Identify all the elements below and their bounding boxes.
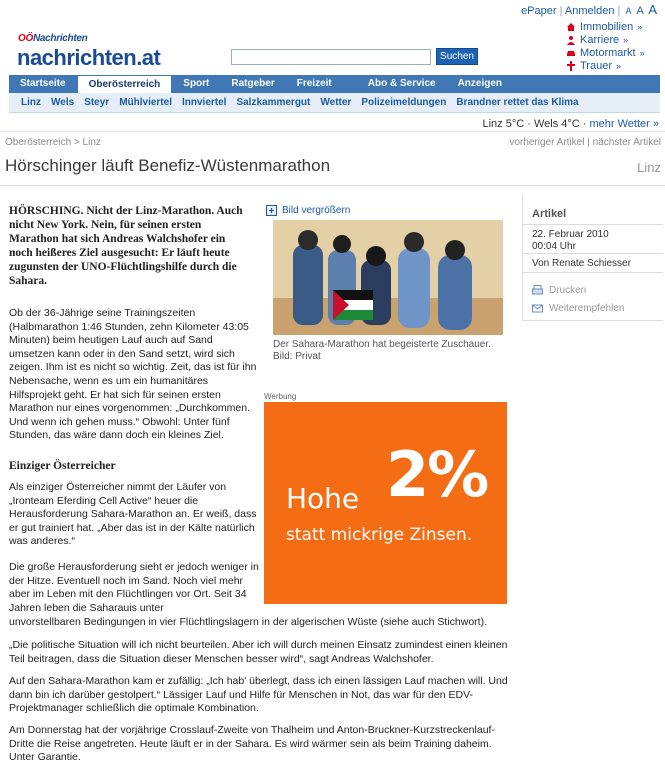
- search-button[interactable]: Suchen: [436, 48, 478, 65]
- article-subheading: Einziger Österreicher: [9, 460, 116, 472]
- article-lead: HÖRSCHING. Nicht der Linz-Marathon. Auch nicht New York. Nein, für seinen ersten Marathon hat sich Andreas Walchshofer ein noch heißeres Ziel ausgesucht: Er läuft heute zugunsten der UNO-Flüchtlingshilfe durch die Sahara.: [9, 205, 243, 287]
- top-utility-bar: [521, 2, 657, 17]
- login-link[interactable]: Anmelden: [564, 5, 615, 17]
- subnav-brandner[interactable]: Brandner rettet das Klima: [456, 97, 579, 108]
- article-paragraph: Auf den Sahara-Marathon kam er zufällig: „Ich hab' überlegt, dass ich einen lässigen Lauf machen will. Und dann bin ich darüber gestolpert.“ Lässiger Lauf und Hilfe für Menschen in Not, das war für den EDV-Projektmanager schließlich die optimale Kombination.: [9, 675, 508, 715]
- primary-nav: [9, 75, 660, 93]
- divider: [523, 253, 663, 254]
- print-button[interactable]: Drucken: [532, 285, 586, 296]
- recommend-button[interactable]: Weiterempfehlen: [532, 303, 624, 314]
- article-date: 22. Februar 2010 00:04 Uhr: [532, 229, 609, 252]
- quicklink-immobilien[interactable]: Immobilien »: [566, 20, 645, 33]
- house-icon: [566, 22, 576, 32]
- quicklink-trauer[interactable]: Trauer »: [566, 59, 645, 72]
- divider: [0, 131, 665, 132]
- breadcrumb-parent[interactable]: Oberösterreich: [5, 137, 72, 148]
- page-title: Hörschinger läuft Benefiz-Wüstenmarathon: [5, 156, 331, 175]
- ad-label: Werbung: [264, 392, 297, 401]
- subnav-polizeimeldungen[interactable]: Polizeimeldungen: [361, 97, 447, 108]
- article-photo[interactable]: [273, 220, 503, 335]
- next-article-link[interactable]: nächster Artikel: [592, 137, 661, 148]
- mail-icon: [532, 303, 543, 314]
- article-sidebar: [522, 196, 662, 321]
- printer-icon: [532, 285, 543, 296]
- enlarge-image-link[interactable]: Bild vergrößern: [266, 205, 350, 216]
- nav-anzeigen[interactable]: Anzeigen: [457, 78, 503, 89]
- search-input[interactable]: [231, 49, 431, 65]
- epaper-link[interactable]: ePaper: [521, 5, 557, 17]
- ad-subline: statt mickrige Zinsen.: [286, 525, 473, 545]
- article-paragraph: Als einziger Österreicher nimmt der Läufer von „Ironteam Eferding Cell Active“ heuer die Herausforderung Sahara-Marathon an. Er weiß, dass er gut trainiert hat. „Aber das ist in der Kälte natürlich was anderes.“: [9, 481, 257, 548]
- nav-oberoesterreich[interactable]: Oberösterreich: [77, 75, 173, 94]
- nav-freizeit[interactable]: Freizeit: [296, 78, 332, 89]
- article-location: Linz: [637, 160, 661, 175]
- person-icon: [566, 35, 576, 45]
- font-size-medium-button[interactable]: A: [636, 5, 644, 17]
- nav-startseite[interactable]: Startseite: [20, 78, 66, 89]
- breadcrumb: [5, 137, 101, 148]
- article-paragraph: „Die politische Situation will ich nicht beurteilen. Aber ich will durch meinen Einsatz zumindest einen kleinen Teil beitragen, dass die Situation dieser Menschen besser wird“, sagt Andreas Walchshofer.: [9, 639, 508, 665]
- nav-ratgeber[interactable]: Ratgeber: [231, 78, 275, 89]
- classifieds-links: [566, 20, 645, 72]
- car-icon: [566, 48, 576, 58]
- nav-sport[interactable]: Sport: [183, 78, 210, 89]
- logo-tagline: OÖNachrichten: [18, 33, 88, 44]
- separator: |: [617, 5, 621, 17]
- quicklink-motormarkt[interactable]: Motormarkt »: [566, 46, 645, 59]
- divider: [523, 320, 663, 321]
- subnav-innviertel[interactable]: Innviertel: [181, 97, 227, 108]
- breadcrumb-current[interactable]: Linz: [82, 137, 101, 148]
- site-logo[interactable]: nachrichten.at: [17, 45, 161, 70]
- weather-text: Linz 5°C · Wels 4°C ·: [482, 118, 587, 130]
- article-paragraph: Die große Herausforderung sieht er jedoch weniger in der Hitze. Eventuell noch im Sand. Noch viel mehr aber im Leben mit den Flüchtlingen vor Ort. Seit 34 Jahren leben die Saharauis unter: [9, 561, 259, 614]
- nav-abo-service[interactable]: Abo & Service: [367, 78, 436, 89]
- subnav-steyr[interactable]: Steyr: [84, 97, 110, 108]
- article-paragraph: Ob der 36-Jährige seine Trainingszeiten (Halbmarathon 1:46 Stunden, zehn Kilometer 43:05 Minuten) beim heutigen Lauf auch auf Sand umsetzen kann oder in den Sand setzt, wird sich zeigen. Ihm ist es nicht so wichtig. Zeit, das ist für ihn Nebensache, wenn es um ein humanitäres Hilfsprojekt geht. Er hat sich für seinen ersten Marathon nur eines vorgenommen: „Durchkommen. Und wenn ich gehen muss.“ Obwohl: Unter fünf Stunden, das wäre dann doch ein kleines Ziel.: [9, 307, 257, 442]
- article-paragraph: unvorstellbaren Bedingungen in vier Flüchtlingslagern in der algerischen Wüste (siehe auch Stichwort).: [9, 616, 488, 628]
- font-size-large-button[interactable]: A: [648, 2, 657, 17]
- breadcrumb-sep: >: [73, 137, 80, 148]
- advertisement-banner[interactable]: [264, 402, 507, 604]
- zoom-icon: [266, 205, 277, 216]
- subnav-muehlviertel[interactable]: Mühlviertel: [119, 97, 172, 108]
- more-weather-link[interactable]: mehr Wetter »: [589, 118, 659, 130]
- article-time: 00:04 Uhr: [532, 241, 576, 252]
- ad-percent: 2%: [386, 438, 488, 511]
- image-credit: Bild: Privat: [273, 351, 321, 362]
- image-caption: Der Sahara-Marathon hat begeisterte Zuschauer. Bild: Privat: [273, 339, 491, 362]
- secondary-nav: [9, 93, 660, 113]
- subnav-salzkammergut[interactable]: Salzkammergut: [236, 97, 311, 108]
- separator: |: [559, 5, 563, 17]
- weather-bar: [482, 118, 659, 130]
- font-size-small-button[interactable]: A: [625, 6, 632, 16]
- cross-icon: [566, 61, 576, 71]
- separator: |: [587, 137, 590, 148]
- divider: [0, 185, 665, 186]
- article-author: Von Renate Schiesser: [532, 258, 631, 269]
- article-image-box: [264, 205, 512, 365]
- subnav-linz[interactable]: Linz: [21, 97, 41, 108]
- photo-illustration: [273, 220, 503, 335]
- article-pager: [509, 137, 661, 148]
- divider: [523, 224, 663, 225]
- subnav-wels[interactable]: Wels: [51, 97, 75, 108]
- subnav-wetter[interactable]: Wetter: [320, 97, 352, 108]
- sidebar-title: Artikel: [532, 208, 567, 220]
- quicklink-karriere[interactable]: Karriere »: [566, 33, 645, 46]
- previous-article-link[interactable]: vorheriger Artikel: [509, 137, 585, 148]
- article-paragraph: Am Donnerstag hat der vorjährige Crosslauf-Zweite von Thalheim und Anton-Bruckner-Kurzstreckenlauf-Dritte die Reise angetreten. Heute läuft er in der Sahara. Es wird wärmer sein als beim Training daheim. Unter Garantie.: [9, 724, 495, 764]
- divider: [523, 272, 663, 273]
- ad-headline: Hohe: [286, 482, 360, 515]
